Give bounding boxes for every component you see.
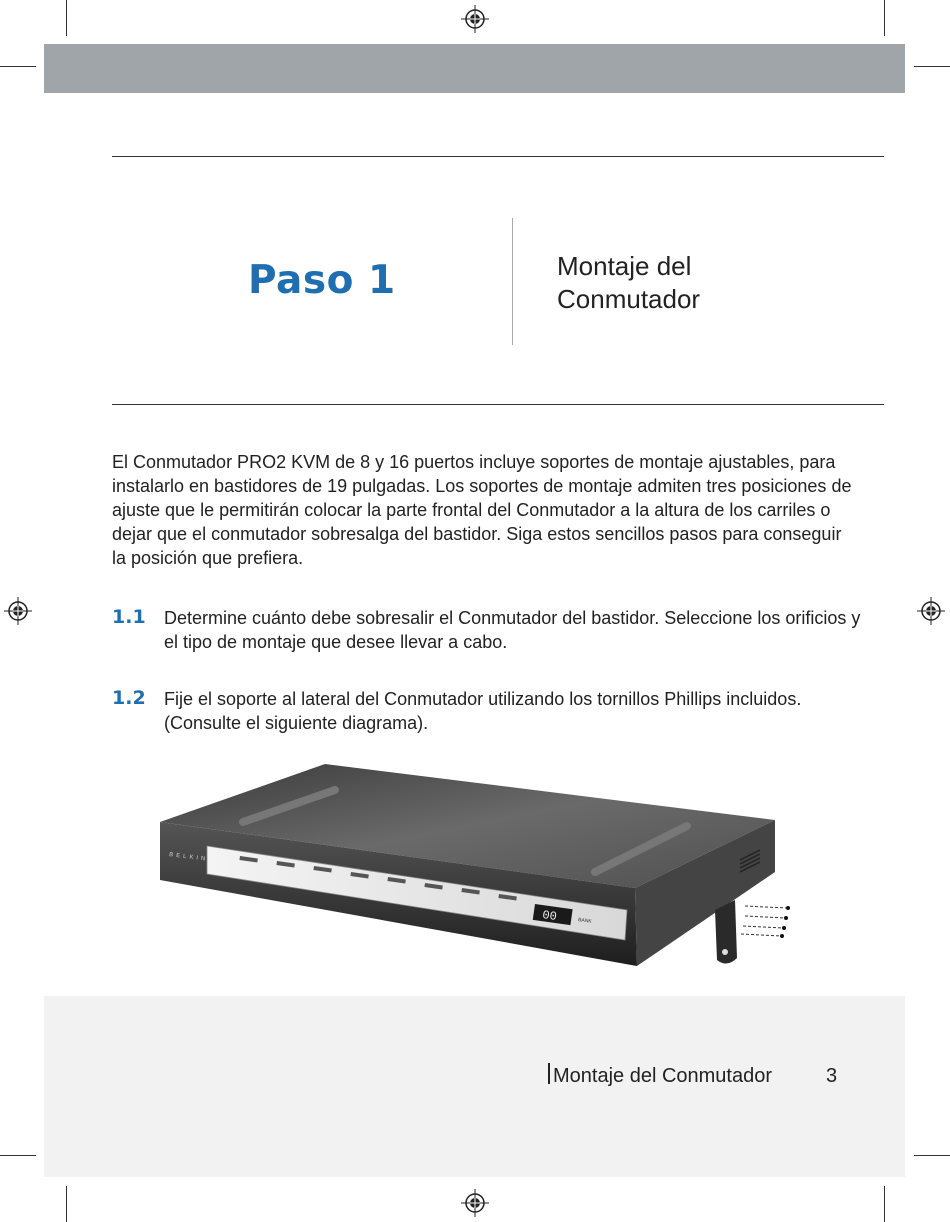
page-number: 3 [826,1065,838,1087]
registration-mark-icon [916,596,946,626]
crop-mark [0,66,36,67]
brand-logo: BELKIN [168,852,209,863]
crop-mark [884,0,885,36]
step-subtitle [557,250,857,316]
step-number: 1.2 [112,687,146,709]
screw-heads [780,906,790,938]
bracket-hole [722,949,728,955]
crop-mark [0,1155,36,1156]
kvm-switch-diagram [155,760,805,970]
header-top-rule [112,156,884,157]
step-subtitle-line: Montaje del [557,251,692,281]
step-number: 1.1 [112,606,146,628]
intro-paragraph: El Conmutador PRO2 KVM de 8 y 16 puertos incluye soportes de montaje ajustables, para instalarlo en bastidores de 19 pulgadas. Los soportes de montaje admiten tres posiciones de ajuste que le permitirán colocar la parte frontal del Conmutador a la altura de los carriles o dejar que el conmutador sobresalga del bastidor. Siga estos sencillos pasos para conseguir la posición que prefiera. [112,452,852,568]
bank-label: BANK [577,917,593,925]
footer-section-title: Montaje del Conmutador [553,1065,773,1087]
footer-band [44,996,905,1177]
led-display-value: 00 [541,908,558,924]
crop-mark [914,66,950,67]
crop-mark [914,1155,950,1156]
header-bottom-rule [112,404,884,405]
step-subtitle-line: Conmutador [557,284,701,314]
crop-mark [66,1186,67,1222]
registration-mark-icon [460,4,490,34]
step-text: Determine cuánto debe sobresalir el Conmutador del bastidor. Seleccione los orificios y el tipo de montaje que desee llevar a cabo. [164,608,861,652]
registration-mark-icon [3,596,33,626]
header-divider [512,218,513,345]
registration-mark-icon [460,1188,490,1218]
crop-mark [884,1186,885,1222]
footer-divider [548,1063,550,1084]
header-band [44,44,905,93]
crop-mark [66,0,67,36]
screws [741,906,787,936]
step-title: Paso 1 [248,258,396,303]
step-text: Fije el soporte al lateral del Conmutador utilizando los tornillos Phillips incluidos. (Consulte el siguiente diagrama). [164,689,802,733]
